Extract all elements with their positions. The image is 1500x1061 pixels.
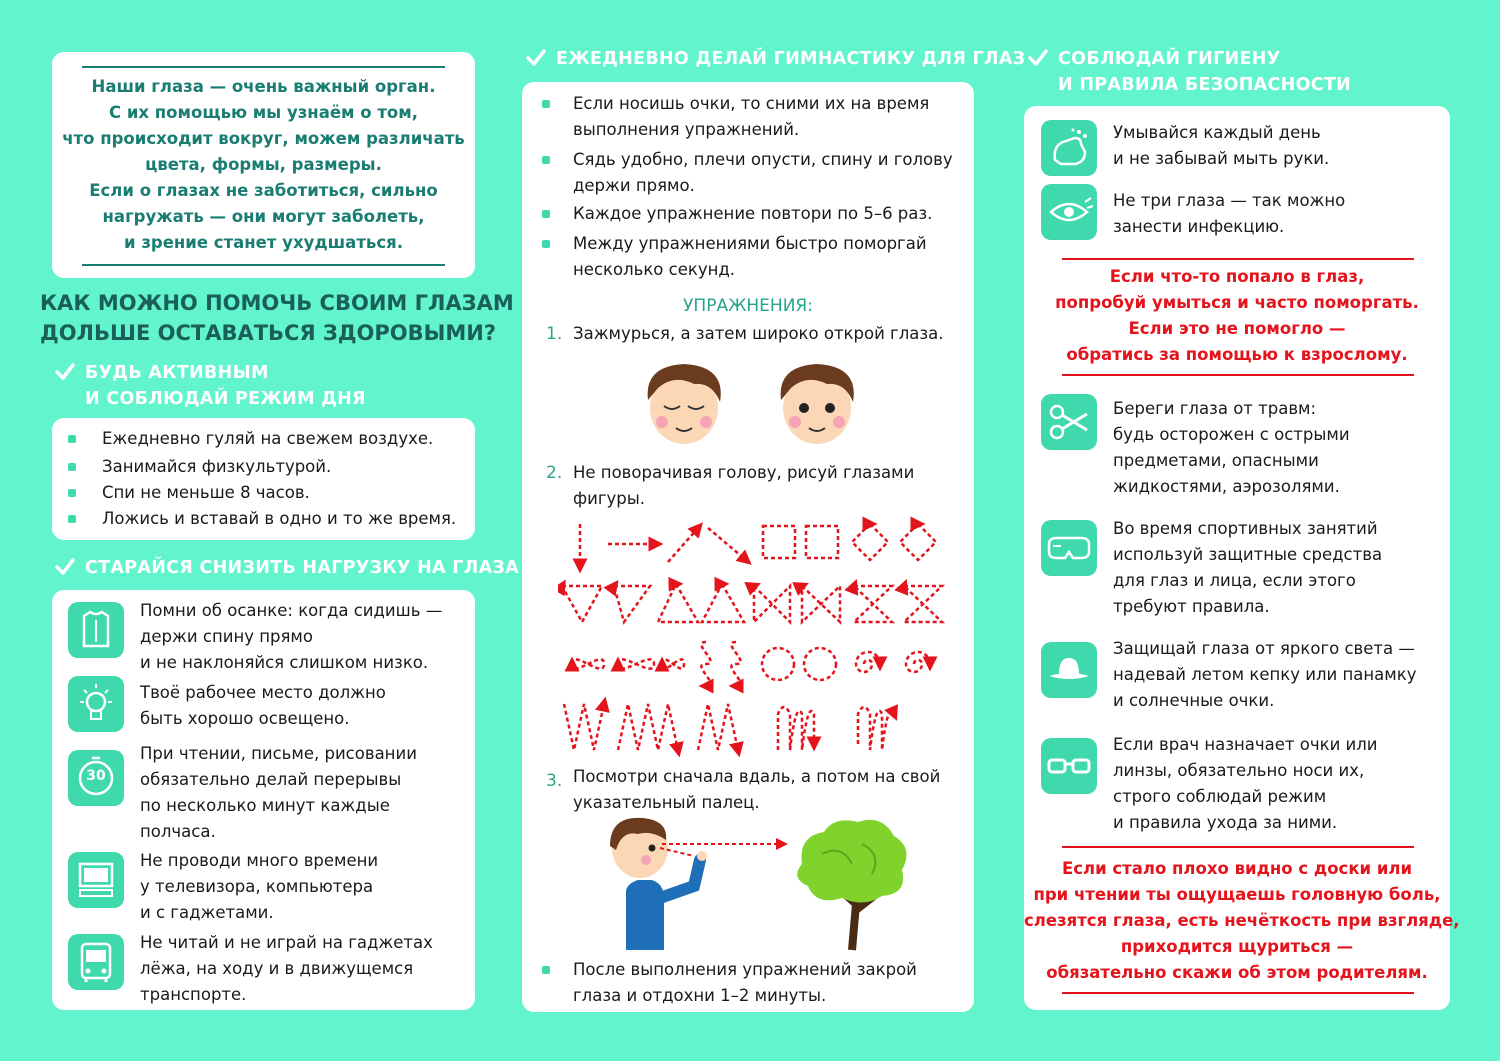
bullet-icon xyxy=(542,156,550,164)
list-item-line: После выполнения упражнений закрой xyxy=(573,960,917,979)
load-item-text xyxy=(140,598,442,676)
intro-line: и зрение станет ухудшаться. xyxy=(124,233,403,252)
bullet-icon xyxy=(68,515,76,523)
check-icon xyxy=(526,46,548,67)
list-item-line: глаза и отдохни 1–2 минуты. xyxy=(573,986,827,1005)
load-item-text xyxy=(140,848,378,926)
hygiene-item-line: и правила ухода за ними. xyxy=(1113,813,1338,832)
hygiene-item-text xyxy=(1113,396,1350,500)
load-item-line: быть хорошо освещено. xyxy=(140,709,350,728)
section-header-line: СТАРАЙСЯ СНИЗИТЬ НАГРУЗКУ НА ГЛАЗА xyxy=(85,558,520,578)
hygiene-item-line: Умывайся каждый день xyxy=(1113,123,1321,142)
check-icon xyxy=(1028,46,1050,67)
load-item-line: у телевизора, компьютера xyxy=(140,877,374,896)
hygiene-item-line: используй защитные средства xyxy=(1113,545,1383,564)
bullet-icon xyxy=(68,463,76,471)
load-item-line: транспорте. xyxy=(140,985,247,1004)
warning-line: Если это не помогло — xyxy=(1128,319,1346,338)
list-item-text: Ложись и вставай в одно и то же время. xyxy=(102,509,457,528)
hygiene-item-line: Защищай глаза от яркого света — xyxy=(1113,639,1415,658)
intro-line: нагружать — они могут заболеть, xyxy=(102,207,425,226)
intro-divider-top xyxy=(82,66,445,68)
check-icon xyxy=(55,360,77,381)
exercise-line: указательный палец. xyxy=(573,793,760,812)
bullet-icon xyxy=(68,489,76,497)
hygiene-item-line: для глаз и лица, если этого xyxy=(1113,571,1356,590)
exercises-title: УПРАЖНЕНИЯ: xyxy=(683,296,813,316)
warning-divider xyxy=(1062,846,1414,848)
scissors-icon xyxy=(1041,394,1097,450)
load-item-line: Помни об осанке: когда сидишь — xyxy=(140,601,443,620)
hygiene-item-line: предметами, опасными xyxy=(1113,451,1319,470)
bullet-icon xyxy=(542,966,550,974)
load-item-line: При чтении, письме, рисовании xyxy=(140,744,417,763)
main-question-line: ДОЛЬШЕ ОСТАВАТЬСЯ ЗДОРОВЫМИ? xyxy=(40,321,497,345)
hygiene-card xyxy=(1024,106,1460,1010)
exercise-line: фигуры. xyxy=(573,489,646,508)
hygiene-item-line: и не забывай мыть руки. xyxy=(1113,149,1330,168)
section-header-line: БУДЬ АКТИВНЫМ xyxy=(85,363,269,383)
main-question xyxy=(40,288,514,348)
load-item-line: полчаса. xyxy=(140,822,216,841)
face-eyes-closed-icon xyxy=(634,352,734,452)
warning-line: Если стало плохо видно с доски или xyxy=(1061,859,1413,878)
section-header-active xyxy=(55,360,366,412)
hand-wash-icon xyxy=(1041,120,1097,176)
bullet-icon xyxy=(542,210,550,218)
load-card xyxy=(52,590,475,1010)
load-item-line: Не читай и не играй на гаджетах xyxy=(140,933,433,952)
computer-icon xyxy=(68,852,124,908)
load-item-line: лёжа, на ходу и в движущемся xyxy=(140,959,414,978)
load-item-text xyxy=(140,930,433,1008)
warning-line: попробуй умыться и часто поморгать. xyxy=(1055,293,1419,312)
gym-card xyxy=(522,82,974,1012)
bullet-icon xyxy=(542,240,550,248)
intro-card xyxy=(52,52,475,278)
list-item-line: выполнения упражнений. xyxy=(573,120,800,139)
hat-icon xyxy=(1041,642,1097,698)
exercise-number: 1. xyxy=(546,324,563,344)
bullet-icon xyxy=(68,435,76,443)
hygiene-item-line: будь осторожен с острыми xyxy=(1113,425,1350,444)
hygiene-item-text xyxy=(1113,516,1382,620)
exercise-line: Не поворачивая голову, рисуй глазами xyxy=(573,463,915,482)
warning-line: обратись за помощью к взрослому. xyxy=(1066,345,1408,364)
warning-text-2 xyxy=(1024,856,1460,986)
hygiene-item-line: Береги глаза от травм: xyxy=(1113,399,1317,418)
list-item-text: Занимайся физкультурой. xyxy=(102,457,332,476)
exercise-text xyxy=(573,460,914,512)
section-header-line: ЕЖЕДНЕВНО ДЕЛАЙ ГИМНАСТИКУ ДЛЯ ГЛАЗ xyxy=(556,49,1026,69)
hygiene-item-line: Если врач назначает очки или xyxy=(1113,735,1378,754)
warning-line: слезятся глаза, есть нечёткость при взгляде, xyxy=(1024,911,1460,930)
hygiene-item-line: линзы, обязательно носи их, xyxy=(1113,761,1365,780)
load-item-line: держи спину прямо xyxy=(140,627,313,646)
exercise-number: 3. xyxy=(546,771,563,791)
exercise-line: Зажмурься, а затем широко открой глаза. xyxy=(573,324,944,343)
intro-divider-bottom xyxy=(82,264,445,266)
hygiene-item-line: строго соблюдай режим xyxy=(1113,787,1327,806)
load-item-line: и не наклоняйся слишком низко. xyxy=(140,653,429,672)
list-item-line: Сядь удобно, плечи опусти, спину и голову xyxy=(573,150,953,169)
section-header-gym xyxy=(526,46,1025,72)
warning-divider xyxy=(1062,258,1414,260)
intro-line: что происходит вокруг, можем различать xyxy=(62,129,465,148)
eye-rub-icon xyxy=(1041,184,1097,240)
hygiene-item-line: надевай летом кепку или панамку xyxy=(1113,665,1417,684)
hygiene-item-line: Не три глаза — так можно xyxy=(1113,191,1346,210)
section-header-hygiene xyxy=(1028,46,1351,98)
intro-text xyxy=(52,74,475,256)
exercise-text xyxy=(573,321,944,347)
load-item-text xyxy=(140,741,417,845)
section-header-line: И ПРАВИЛА БЕЗОПАСНОСТИ xyxy=(1058,75,1352,95)
section-header-load xyxy=(55,555,519,581)
load-item-line: и с гаджетами. xyxy=(140,903,274,922)
bullet-icon xyxy=(542,100,550,108)
section-header-line: СОБЛЮДАЙ ГИГИЕНУ xyxy=(1058,49,1281,69)
warning-line: при чтении ты ощущаешь головную боль, xyxy=(1033,885,1441,904)
warning-line: приходится щуриться — xyxy=(1120,937,1354,956)
timer-label: 30 xyxy=(86,768,106,784)
load-item-text xyxy=(140,680,386,732)
lightbulb-icon xyxy=(68,676,124,732)
bus-icon xyxy=(68,934,124,990)
hygiene-item-text xyxy=(1113,732,1378,836)
load-item-line: обязательно делай перерывы xyxy=(140,770,402,789)
load-item-line: Не проводи много времени xyxy=(140,851,379,870)
hygiene-item-line: жидкостями, аэрозолями. xyxy=(1113,477,1340,496)
section-header-line: И СОБЛЮДАЙ РЕЖИМ ДНЯ xyxy=(85,389,366,409)
list-item-line: несколько секунд. xyxy=(573,260,736,279)
warning-divider xyxy=(1062,374,1414,376)
timer-icon xyxy=(68,750,124,806)
intro-line: Если о глазах не заботиться, сильно xyxy=(89,181,438,200)
list-item-line: Если носишь очки, то сними их на время xyxy=(573,94,930,113)
eye-movement-figures xyxy=(558,514,958,764)
exercise-text xyxy=(573,764,940,816)
goggles-icon xyxy=(1041,520,1097,576)
hygiene-item-line: Во время спортивных занятий xyxy=(1113,519,1378,538)
warning-divider xyxy=(1062,992,1414,994)
list-item-text: Спи не меньше 8 часов. xyxy=(102,483,310,502)
exercise-number: 2. xyxy=(546,463,563,483)
hygiene-item-text xyxy=(1113,120,1329,172)
intro-line: С их помощью мы узнаём о том, xyxy=(108,103,418,122)
warning-text-1 xyxy=(1024,264,1450,368)
hygiene-item-line: и солнечные очки. xyxy=(1113,691,1275,710)
list-item-line: держи прямо. xyxy=(573,176,695,195)
glasses-icon xyxy=(1041,738,1097,794)
face-eyes-open-icon xyxy=(767,352,867,452)
load-item-line: Твоё рабочее место должно xyxy=(140,683,386,702)
list-item-line: Каждое упражнение повтори по 5–6 раз. xyxy=(573,204,933,223)
intro-line: цвета, формы, размеры. xyxy=(145,155,382,174)
hygiene-item-text xyxy=(1113,636,1416,714)
hygiene-item-text xyxy=(1113,188,1345,240)
main-question-line: КАК МОЖНО ПОМОЧЬ СВОИМ ГЛАЗАМ xyxy=(40,291,514,315)
load-item-line: по несколько минут каждые xyxy=(140,796,390,815)
exercise-line: Посмотри сначала вдаль, а потом на свой xyxy=(573,767,941,786)
hygiene-item-line: занести инфекцию. xyxy=(1113,217,1285,236)
posture-icon xyxy=(68,602,124,658)
boy-looking-at-tree-icon xyxy=(602,814,962,954)
intro-line: Наши глаза — очень важный орган. xyxy=(91,77,436,96)
check-icon xyxy=(55,555,77,576)
active-card xyxy=(52,418,475,540)
warning-line: обязательно скажи об этом родителям. xyxy=(1046,963,1428,982)
hygiene-item-line: требуют правила. xyxy=(1113,597,1270,616)
list-item-text: Ежедневно гуляй на свежем воздухе. xyxy=(102,429,434,448)
warning-line: Если что-то попало в глаз, xyxy=(1109,267,1365,286)
list-item-line: Между упражнениями быстро поморгай xyxy=(573,234,927,253)
